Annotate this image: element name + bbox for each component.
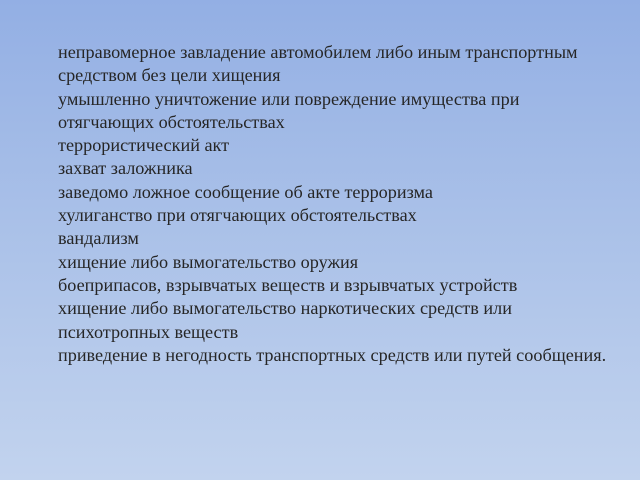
list-item: вандализм — [58, 228, 139, 249]
list-item: боеприпасов, взрывчатых веществ и взрывчатых устройств — [58, 274, 518, 295]
list-item: хищение либо вымогательство оружия — [58, 251, 359, 272]
list-item: хулиганство при отягчающих обстоятельствах — [58, 205, 417, 226]
offense-list — [58, 41, 618, 367]
list-item: приведение в негодность транспортных средств или путей сообщения. — [58, 344, 607, 365]
list-item: заведомо ложное сообщение об акте терроризма — [58, 181, 433, 202]
list-item: хищение либо вымогательство наркотических средств или психотропных веществ — [58, 298, 512, 342]
list-item: захват заложника — [58, 158, 193, 179]
list-item: террористический акт — [58, 135, 230, 156]
list-item: неправомерное завладение автомобилем либо иным транспортным средством без цели хищения — [58, 42, 578, 86]
list-item: умышленно уничтожение или повреждение имущества при отягчающих обстоятельствах — [58, 88, 520, 132]
